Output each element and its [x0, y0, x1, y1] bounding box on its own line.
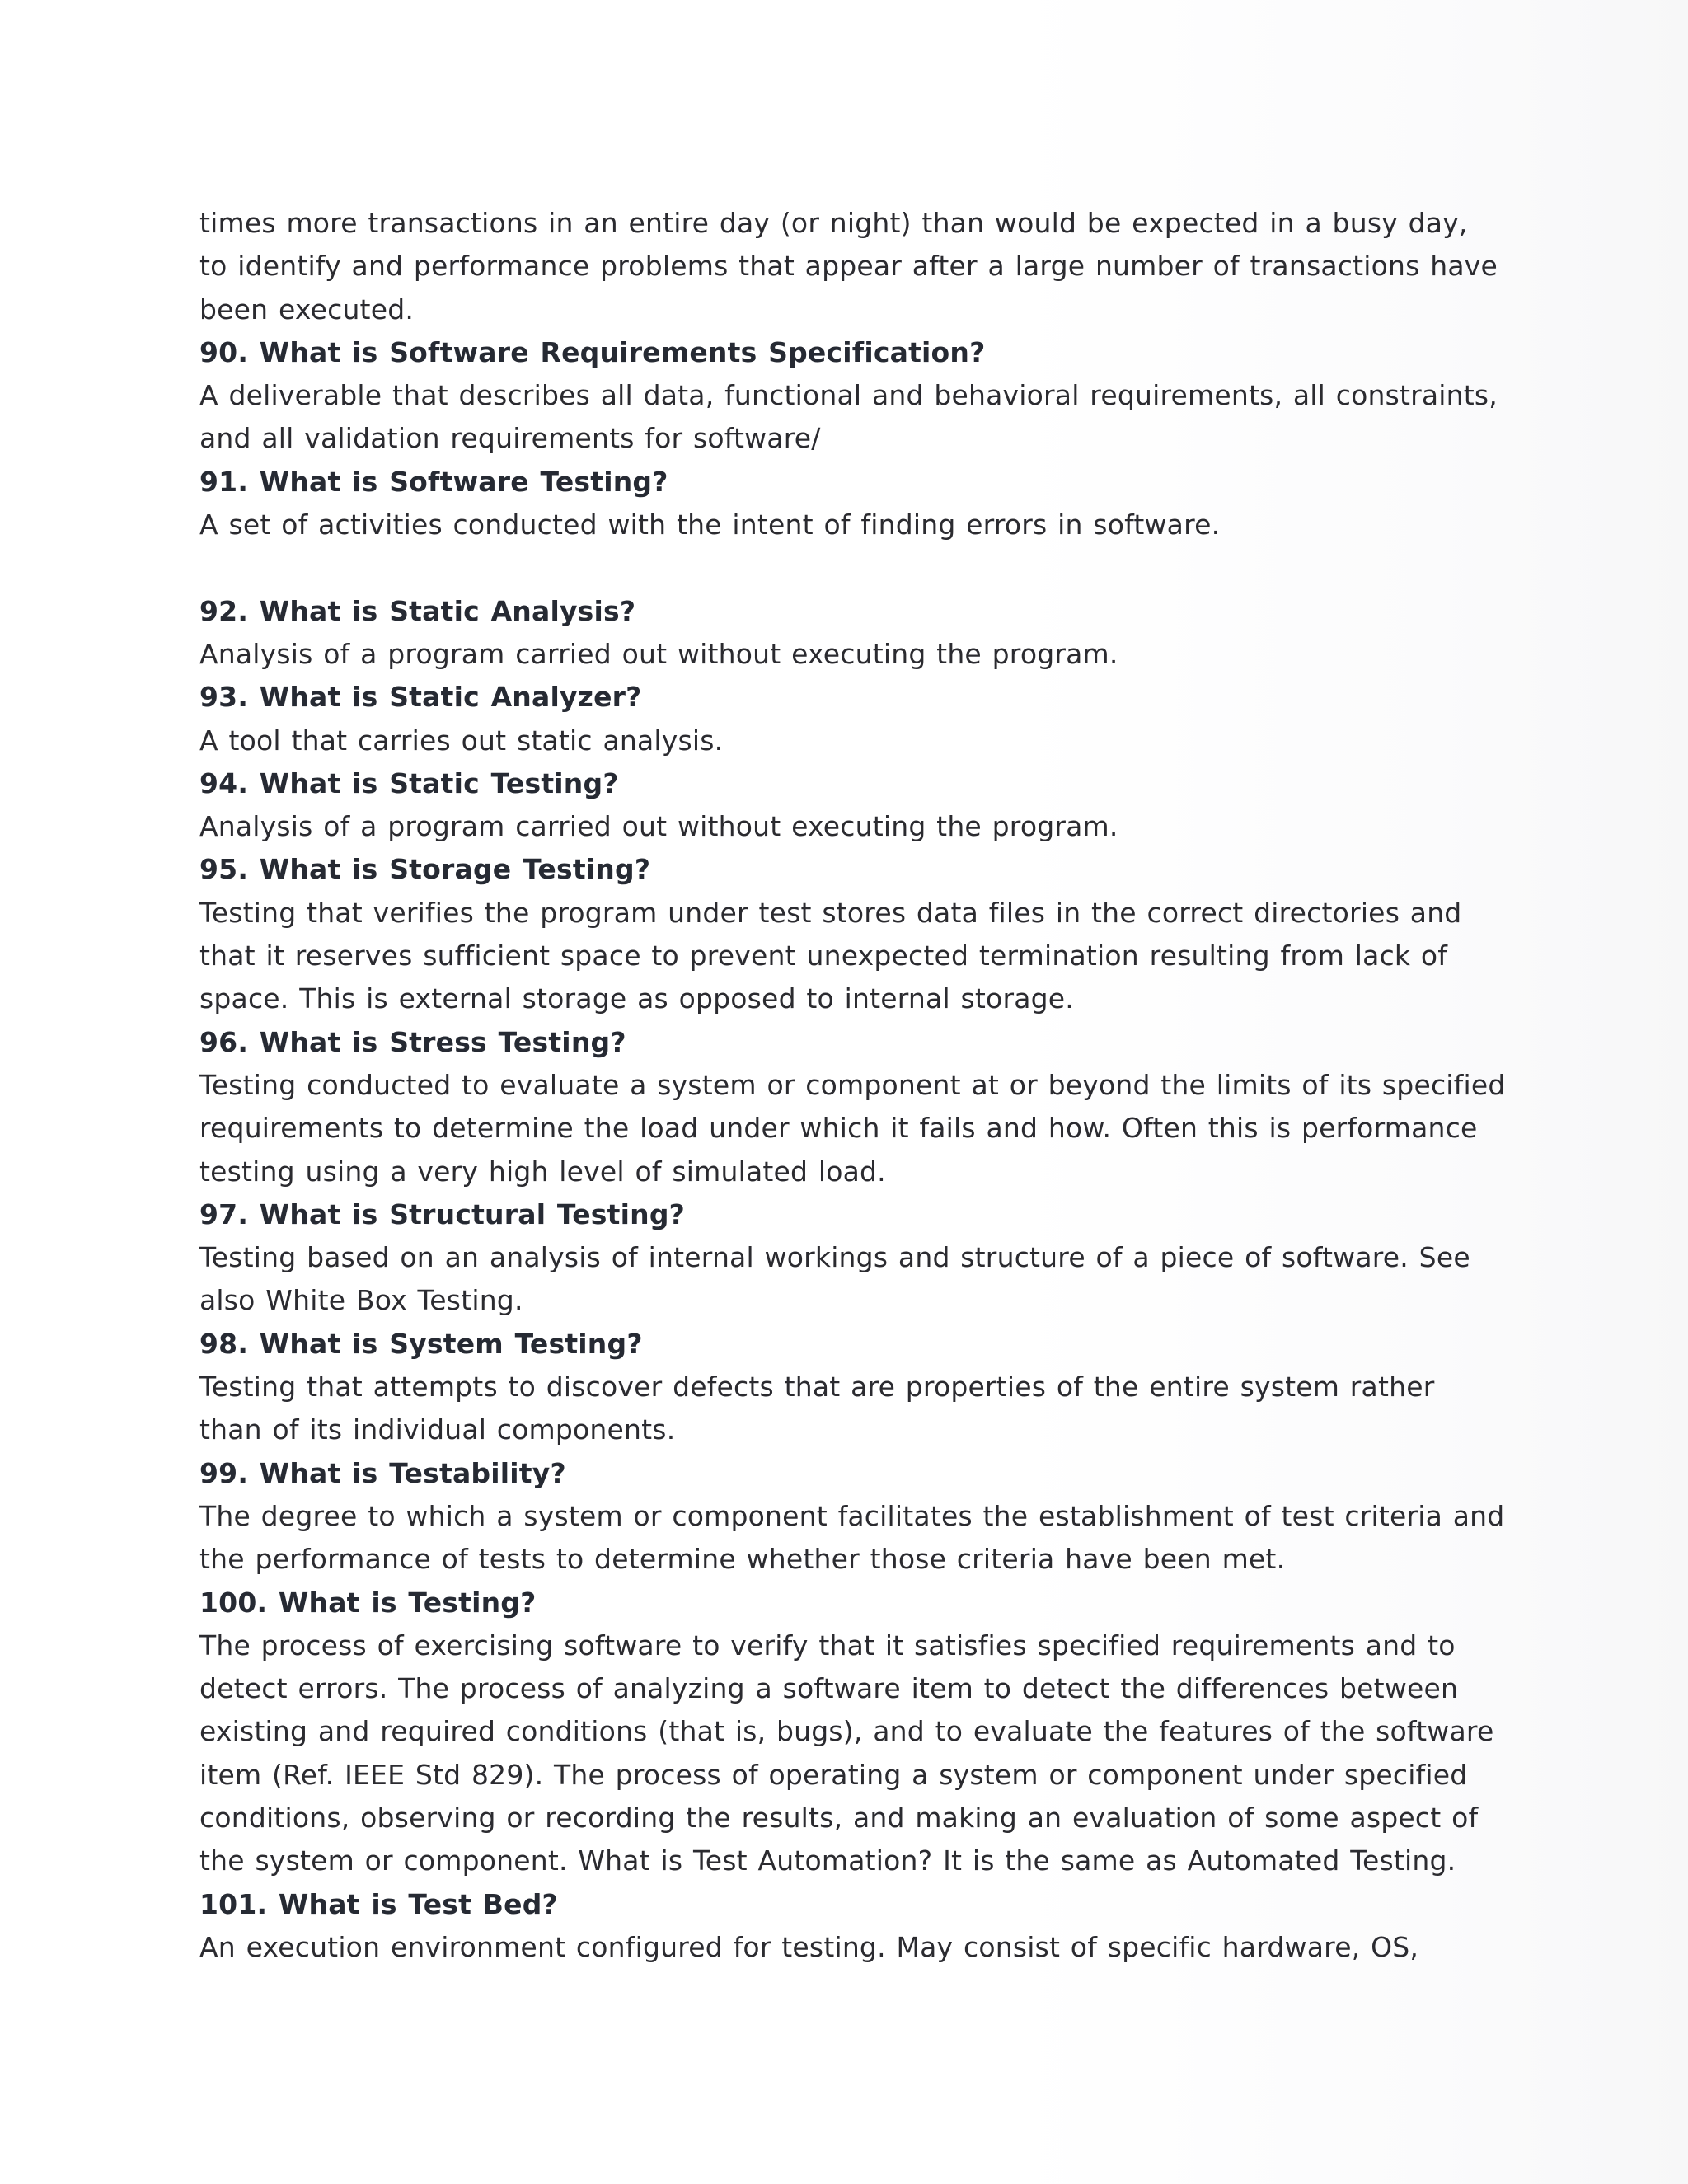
answer-line: the system or component. What is Test Automation? It is the same as Automated Testing. — [199, 1844, 1456, 1877]
intro-line: times more transactions in an entire day (or night) than would be expected in a busy day, — [199, 207, 1468, 239]
page-content — [199, 202, 1506, 1969]
answer-line: that it reserves sufficient space to prevent unexpected termination resulting from lack of — [199, 940, 1448, 972]
question-heading: 100. What is Testing? — [199, 1586, 537, 1619]
answer-line: conditions, observing or recording the results, and making an evaluation of some aspect of — [199, 1801, 1479, 1834]
question-heading: 95. What is Storage Testing? — [199, 853, 651, 886]
answer-line: Testing based on an analysis of internal workings and structure of a piece of software. See — [199, 1241, 1470, 1274]
answer-line: than of its individual components. — [199, 1413, 676, 1446]
intro-line: been executed. — [199, 293, 415, 326]
question-heading: 96. What is Stress Testing? — [199, 1025, 626, 1058]
answer-line: The process of exercising software to verify that it satisfies specified requirements and to — [199, 1629, 1456, 1661]
answer-line: Testing that verifies the program under test stores data files in the correct directories and — [199, 896, 1462, 929]
answer-line: A set of activities conducted with the intent of finding errors in software. — [199, 509, 1221, 541]
question-heading: 99. What is Testability? — [199, 1456, 566, 1489]
question-heading: 91. What is Software Testing? — [199, 465, 668, 498]
answer-line: Testing conducted to evaluate a system or component at or beyond the limits of its specified — [199, 1068, 1506, 1101]
answer-line: Analysis of a program carried out without executing the program. — [199, 637, 1118, 670]
question-heading: 97. What is Structural Testing? — [199, 1197, 685, 1230]
question-heading: 93. What is Static Analyzer? — [199, 681, 642, 714]
answer-line: The degree to which a system or component facilitates the establishment of test criteria and — [199, 1499, 1505, 1532]
answer-line: testing using a very high level of simulated load. — [199, 1155, 886, 1188]
answer-line: and all validation requirements for software/ — [199, 422, 821, 455]
answer-line: also White Box Testing. — [199, 1284, 523, 1317]
answer-line: Testing that attempts to discover defects that are properties of the entire system rather — [199, 1371, 1435, 1404]
answer-line: requirements to determine the load under which it fails and how. Often this is performance — [199, 1112, 1478, 1145]
answer-line: Analysis of a program carried out without executing the program. — [199, 810, 1118, 843]
answer-line: the performance of tests to determine whether those criteria have been met. — [199, 1543, 1286, 1576]
answer-line: An execution environment configured for testing. May consist of specific hardware, OS, — [199, 1930, 1419, 1963]
answer-line: existing and required conditions (that is, bugs), and to evaluate the features of the software — [199, 1715, 1494, 1748]
question-heading: 101. What is Test Bed? — [199, 1887, 558, 1920]
intro-line: to identify and performance problems that appear after a large number of transactions have — [199, 250, 1498, 283]
blank-line — [199, 546, 1502, 589]
answer-line: A tool that carries out static analysis. — [199, 724, 724, 757]
question-heading: 90. What is Software Requirements Specification? — [199, 335, 986, 368]
answer-line: space. This is external storage as opposed to internal storage. — [199, 982, 1074, 1015]
question-heading: 94. What is Static Testing? — [199, 766, 619, 799]
question-heading: 92. What is Static Analysis? — [199, 594, 636, 627]
question-heading: 98. What is System Testing? — [199, 1327, 643, 1360]
answer-line: item (Ref. IEEE Std 829). The process of operating a system or component under specified — [199, 1758, 1468, 1791]
answer-line: detect errors. The process of analyzing a software item to detect the differences between — [199, 1672, 1459, 1705]
answer-line: A deliverable that describes all data, functional and behavioral requirements, all constraints, — [199, 379, 1498, 412]
